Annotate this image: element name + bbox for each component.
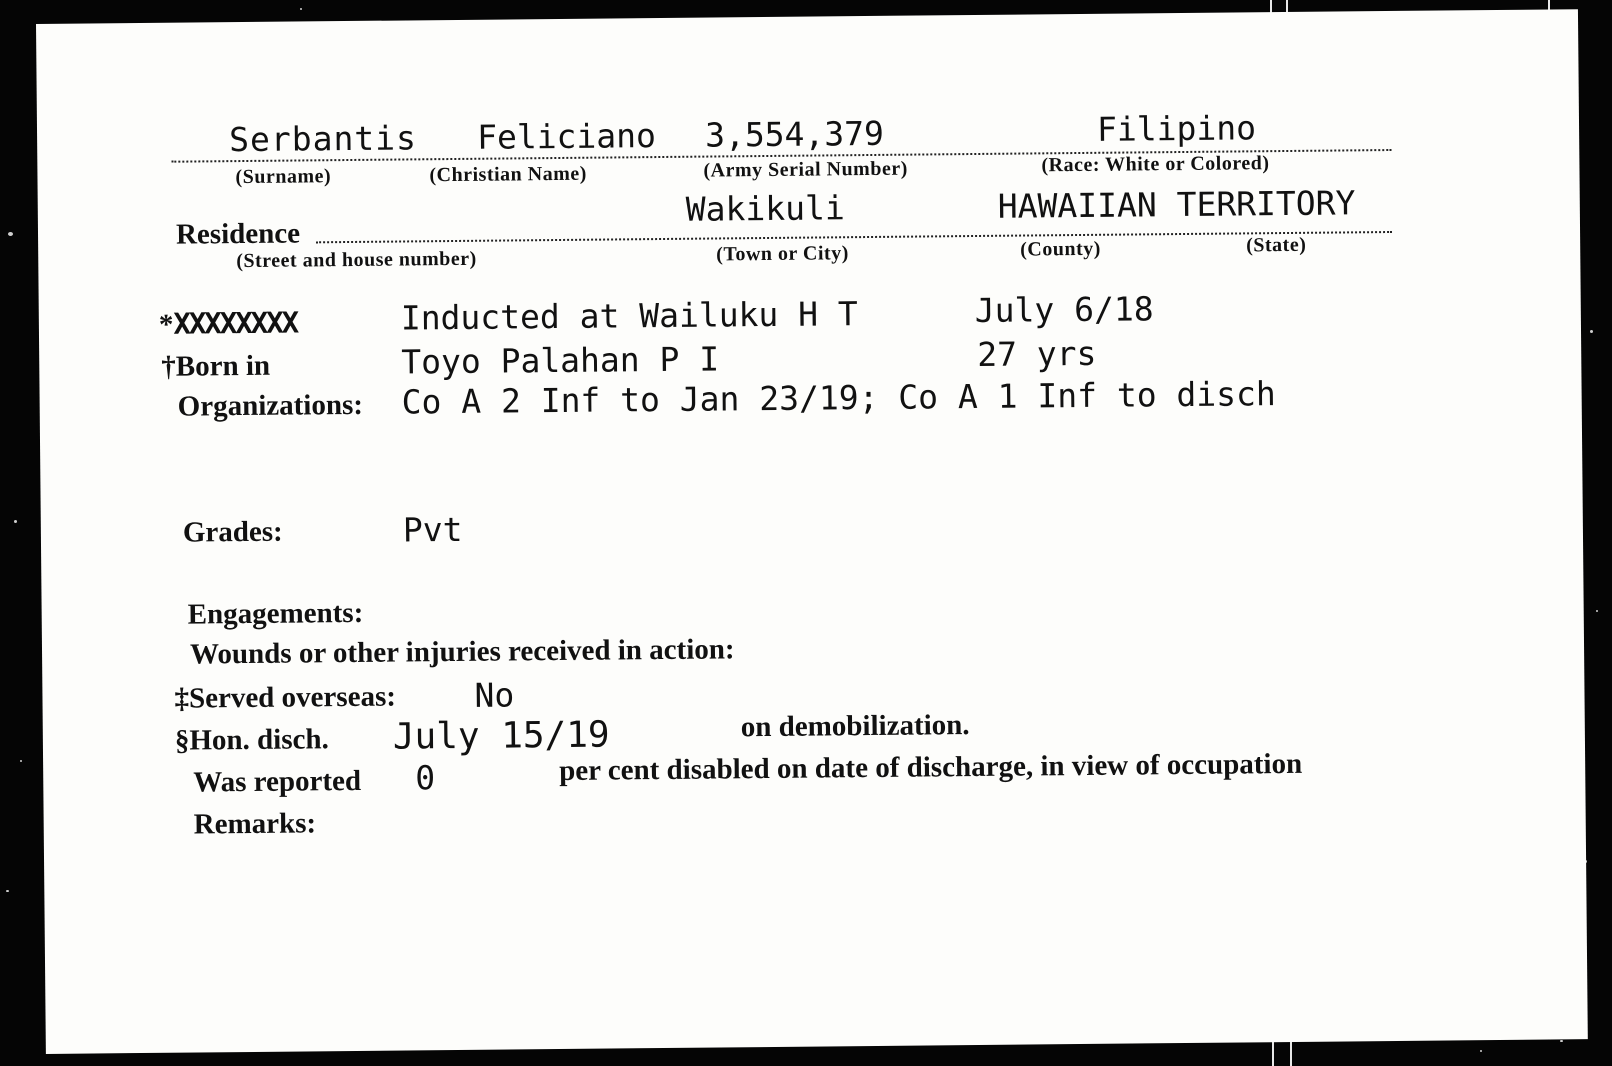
hon-discharge-date: July 15/19 (392, 714, 610, 758)
born-in-value: Toyo Palahan P I (401, 339, 720, 382)
state-caption: (State) (1246, 233, 1307, 257)
race-caption: (Race: White or Colored) (1041, 152, 1270, 177)
town-value: Wakikuli (685, 188, 845, 229)
service-record-card (36, 9, 1588, 1054)
wounds-label: Wounds or other injuries received in action: (189, 633, 735, 671)
born-in-label: †Born in (161, 349, 271, 383)
surname-caption: (Surname) (235, 165, 332, 189)
organizations-value: Co A 2 Inf to Jan 23/19; Co A 1 Inf to disch (401, 374, 1276, 422)
demobilization-text: on demobilization. (740, 709, 970, 744)
disability-text: per cent disabled on date of discharge, in view of occupation (559, 747, 1303, 788)
surname-value: Serbantis (228, 118, 418, 160)
served-overseas-value: No (474, 675, 515, 715)
organizations-label: Organizations: (177, 388, 364, 423)
enlisted-label (159, 306, 298, 342)
was-reported-label: Was reported (193, 764, 362, 799)
hon-discharge-label: §Hon. disch. (174, 723, 329, 757)
street-caption: (Street and house number) (236, 247, 477, 273)
inducted-date: July 6/18 (974, 289, 1154, 331)
race-value: Filipino (1096, 108, 1257, 149)
remarks-label: Remarks: (193, 807, 317, 841)
grades-value: Pvt (402, 509, 463, 550)
residence-label: Residence (175, 217, 301, 251)
christian-name-value: Feliciano (476, 116, 657, 157)
army-serial-number-value: 3,554,379 (704, 113, 885, 155)
county-value: HAWAIIAN TERRITORY (997, 183, 1356, 226)
disability-percent-value: 0 (415, 758, 436, 798)
grades-label: Grades: (182, 515, 283, 549)
served-overseas-label: ‡Served overseas: (174, 680, 397, 715)
struck-out-label: XXXXXXXX (173, 305, 298, 341)
christian-name-caption: (Christian Name) (429, 162, 588, 187)
county-caption: (County) (1020, 237, 1101, 261)
serial-number-caption: (Army Serial Number) (703, 157, 908, 182)
inducted-value: Inducted at Wailuku H T (400, 294, 858, 338)
town-caption: (Town or City) (716, 242, 849, 266)
age-value: 27 yrs (977, 333, 1097, 374)
residence-dotted-line (316, 231, 1392, 243)
engagements-label: Engagements: (187, 596, 364, 631)
enlisted-asterisk: * (158, 308, 174, 341)
